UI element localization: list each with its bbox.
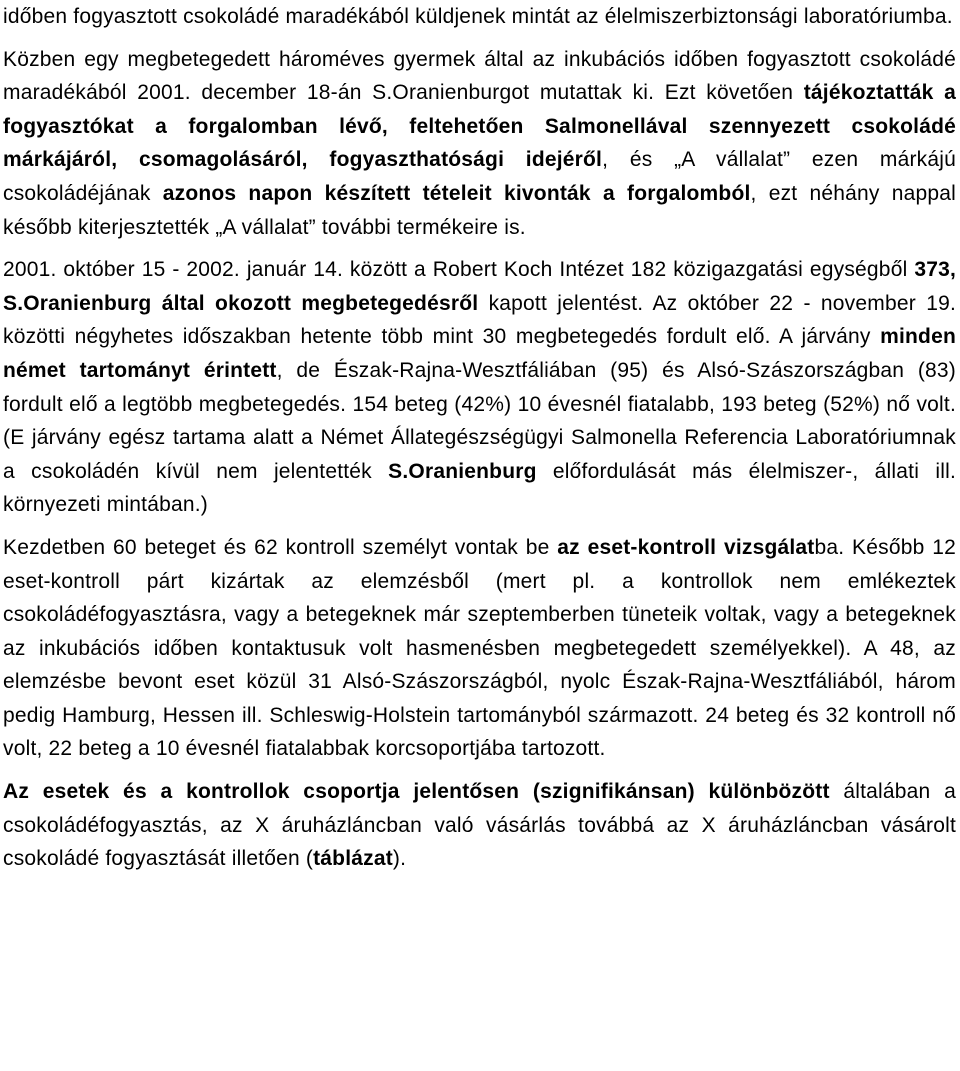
text-segment: általában a csokoládéfogyasztás, az X áruházláncban való vásárlás továbbá az X áruházláncban vásárolt csokoládé fogyasztását illetően ( <box>3 780 956 871</box>
paragraph-case-control <box>3 531 956 766</box>
text-segment: , és „A vállalat” ezen márkájú csokoládéjának <box>3 148 956 205</box>
paragraph-significant-difference <box>3 775 956 876</box>
bold-segment: S.Oranienburg <box>388 459 537 483</box>
bold-segment: 373, S.Oranienburg által okozott megbetegedésről <box>3 258 956 315</box>
bold-segment: tájékoztatták a fogyasztókat a forgalomban lévő, feltehetően Salmonellával szennyezett csokoládé márkájáról, csomagolásáról, fogyaszthatósági idejéről <box>3 81 956 172</box>
text-segment: ). <box>392 847 407 871</box>
text-segment: kapott jelentést. Az október 22 - november 19. közötti négyhetes időszakban hetente több mint 30 megbetegedés fordult elő. A járvány <box>3 291 956 349</box>
text-segment: előfordulását más élelmiszer-, állati ill. környezeti mintában.) <box>3 459 956 517</box>
bold-segment: az eset-kontroll vizsgálat <box>557 535 815 559</box>
bold-segment: azonos napon készített tételeit kivonták a forgalomból <box>162 181 751 205</box>
bold-segment: minden német tartományt érintett <box>3 325 956 382</box>
text-segment: 2001. október 15 - 2002. január 14. között a Robert Koch Intézet 182 közigazgatási egységből <box>3 258 915 282</box>
bold-segment: Az esetek és a kontrollok csoportja jelentősen (szignifikánsan) különbözött <box>3 780 830 804</box>
text-segment: Kezdetben 60 beteget és 62 kontroll személyt vontak be <box>3 535 558 559</box>
text-segment: , de Észak-Rajna-Wesztfáliában (95) és Alsó-Szászországban (83) fordult elő a legtöbb megbetegedés. 154 beteg (42%) 10 évesnél fiatalabb, 193 beteg (52%) nő volt. (E járvány egész tartama alatt a Német Állategészségügyi Salmonella Referencia Laboratóriumnak a csokoládén kívül nem jelentették <box>3 358 956 483</box>
paragraph-intro-sampling <box>3 0 956 34</box>
text-segment: időben fogyasztott csokoládé maradékából küldjenek mintát az élelmiszerbiztonsági laboratóriumba. <box>3 5 953 28</box>
text-segment: , ezt néhány nappal később kiterjesztették „A vállalat” további termékeire is. <box>3 181 957 239</box>
paragraph-oranienburg-detection <box>3 43 956 245</box>
text-segment: Közben egy megbetegedett hároméves gyermek által az inkubációs időben fogyasztott csokoládé maradékából 2001. december 18-án S.Oranienburgot mutattak ki. <box>3 47 956 105</box>
bold-segment: táblázat <box>313 847 393 871</box>
text-segment: ba. Később 12 eset-kontroll párt kizártak az elemzésből (mert pl. a kontrollok nem emlékeztek csokoládéfogyasztásra, vagy a betegeknek már szeptemberben tüneteik voltak, vagy a betegeknek az inkubációs időben kontaktusuk volt hasmenésben megbetegedett személyekkel). A 48, az elemzésbe bevont eset közül 31 Alsó-Szászországból, nyolc Észak-Rajna-Wesztfáliából, három pedig Hamburg, Hessen ill. Schleswig-Holstein tartományból származott. 24 beteg és 32 kontroll nő volt, 22 beteg a 10 évesnél fiatalabbak korcsoportjába tartozott. <box>3 535 957 761</box>
paragraph-outbreak-statistics <box>3 253 956 522</box>
text-segment: Ezt követően <box>654 81 804 105</box>
